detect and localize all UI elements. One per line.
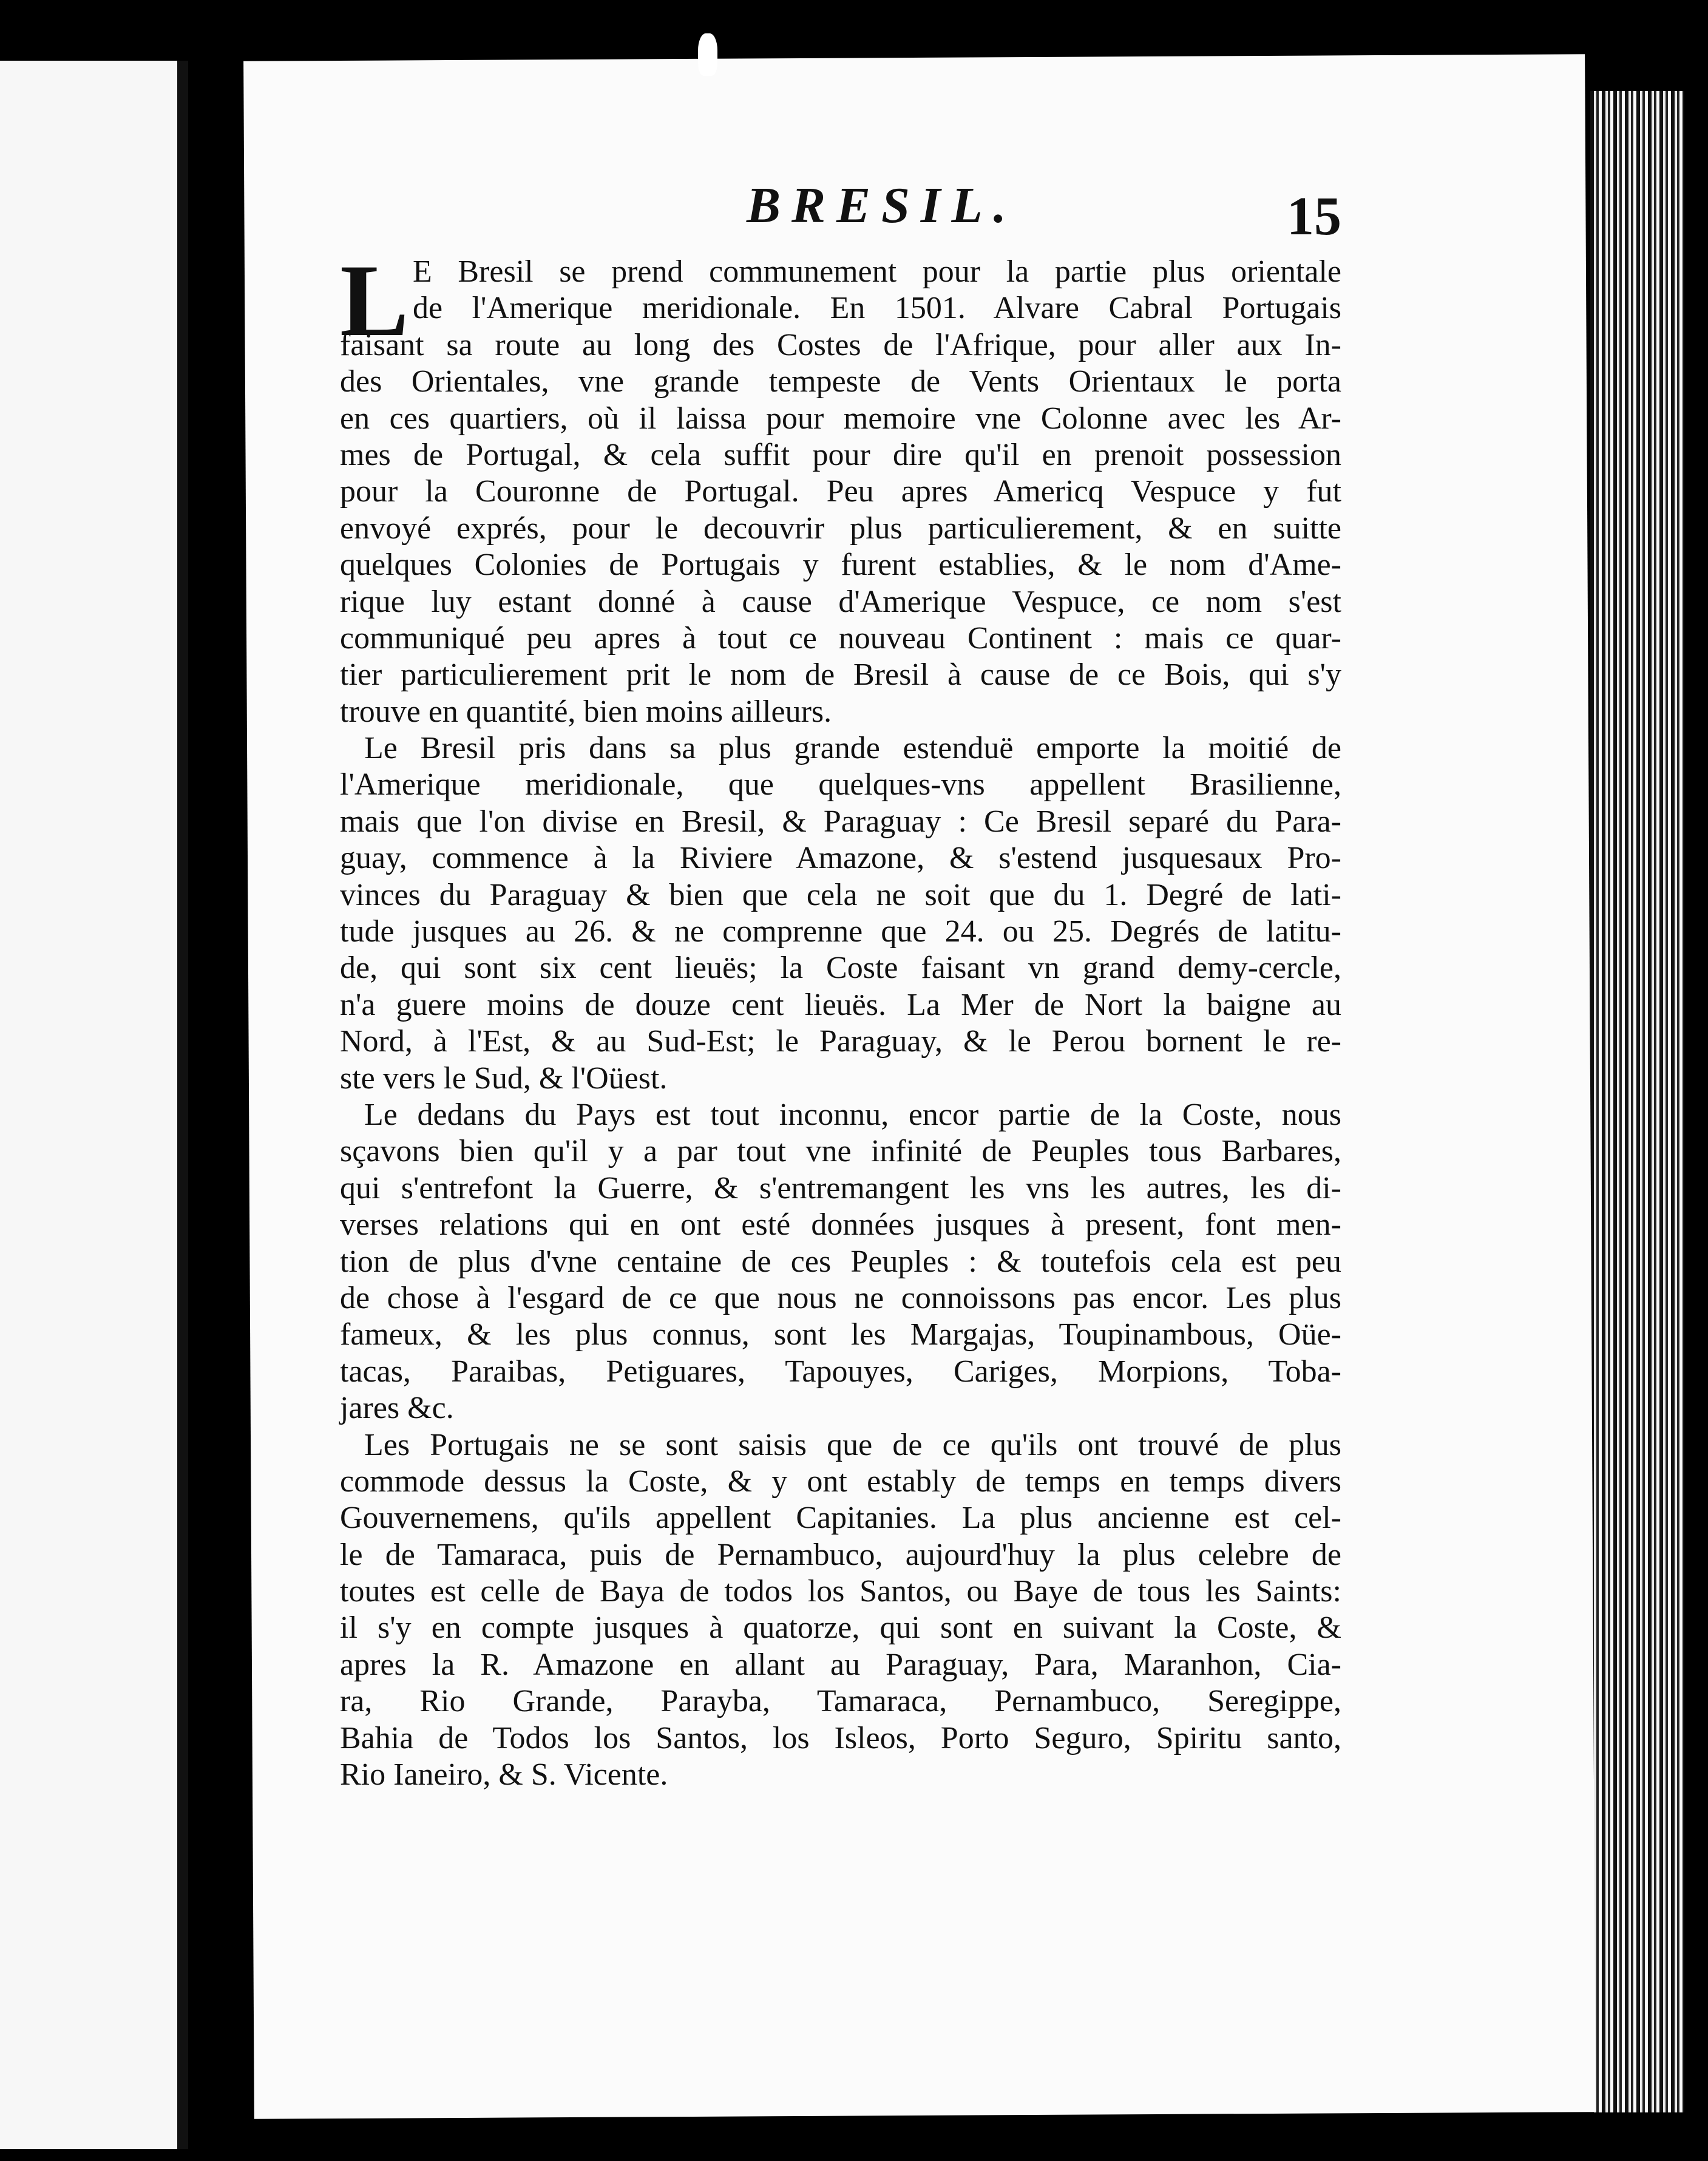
text-line: Gouvernemens, qu'ils appellent Capitanies. La plus ancienne est cel- (340, 1501, 1341, 1536)
text-line: de, qui sont six cent lieuës; la Coste faisant vn grand demy-cercle, (340, 951, 1341, 986)
text-line: ste vers le Sud, & l'Oüest. (340, 1060, 668, 1096)
gutter (177, 61, 188, 2149)
text-line: vinces du Paraguay & bien que cela ne soit que du 1. Degré de lati- (340, 877, 1341, 912)
text-line: apres la R. Amazone en allant au Paraguay, Para, Maranhon, Cia- (340, 1647, 1341, 1682)
text-line: quelques Colonies de Portugais y furent establies, & le nom d'Ame- (340, 548, 1341, 583)
text-line: l'Amerique meridionale, que quelques-vns appellent Brasilienne, (340, 767, 1341, 802)
text-line: pour la Couronne de Portugal. Peu apres Americq Vespuce y fut (340, 474, 1341, 509)
text-line: qui s'entrefont la Guerre, & s'entremangent les vns les autres, les di- (340, 1170, 1341, 1206)
text-line: verses relations qui en ont esté données jusques à present, font men- (340, 1207, 1341, 1243)
text-line: Nord, à l'Est, & au Sud-Est; le Paraguay, & le Perou bornent le re- (340, 1024, 1341, 1059)
text-line: fameux, & les plus connus, sont les Margajas, Toupinambous, Oüe- (340, 1317, 1341, 1352)
text-line: mes de Portugal, & cela suffit pour dire qu'il en prenoit possession (340, 437, 1341, 472)
running-head: BRESIL. (747, 177, 1017, 234)
text-line: Bahia de Todos los Santos, los Isleos, Porto Seguro, Spiritu santo, (340, 1720, 1341, 1756)
text-line: tacas, Paraibas, Petiguares, Tapouyes, Cariges, Morpions, Toba- (340, 1354, 1341, 1389)
text-line: Rio Ianeiro, & S. Vicente. (340, 1757, 668, 1793)
text-line: mais que l'on divise en Bresil, & Paraguay : Ce Bresil separé du Para- (340, 804, 1341, 839)
text-line: tion de plus d'vne centaine de ces Peuples : & toutefois cela est peu (340, 1244, 1341, 1279)
text-line: sçavons bien qu'il y a par tout vne infinité de Peuples tous Barbares, (340, 1134, 1341, 1169)
text-line: Les Portugais ne se sont saisis que de ce qu'ils ont trouvé de plus (364, 1427, 1341, 1462)
text-line: toutes est celle de Baya de todos los Santos, ou Baye de tous les Saints: (340, 1574, 1341, 1609)
left-page (0, 61, 177, 2149)
page-edges (1590, 91, 1684, 2112)
text-line: il s'y en compte jusques à quatorze, qui sont en suivant la Coste, & (340, 1610, 1341, 1646)
text-line: rique luy estant donné à cause d'Amerique Vespuce, ce nom s'est (340, 584, 1341, 619)
text-line: n'a guere moins de douze cent lieuës. La Mer de Nort la baigne au (340, 987, 1341, 1022)
text-line: de l'Amerique meridionale. En 1501. Alvare Cabral Portugais (413, 291, 1341, 326)
text-line: communiqué peu apres à tout ce nouveau Continent : mais ce quar- (340, 620, 1341, 656)
page-number: 15 (1287, 186, 1341, 246)
text-line: tier particulierement prit le nom de Bresil à cause de ce Bois, qui s'y (340, 657, 1341, 693)
text-line: en ces quartiers, où il laissa pour memoire vne Colonne avec les Ar- (340, 401, 1341, 436)
text-line: envoyé exprés, pour le decouvrir plus particulierement, & en suitte (340, 511, 1341, 546)
text-line: trouve en quantité, bien moins ailleurs. (340, 694, 832, 729)
text-line: le de Tamaraca, puis de Pernambuco, aujourd'huy la plus celebre de (340, 1537, 1341, 1572)
text-line: Le Bresil pris dans sa plus grande estenduë emporte la moitié de (364, 731, 1341, 766)
text-line: jares &c. (340, 1391, 454, 1426)
body-text (340, 243, 1341, 1793)
text-line: guay, commence à la Riviere Amazone, & s'estend jusquesaux Pro- (340, 841, 1341, 876)
text-line: de chose à l'esgard de ce que nous ne connoissons pas encor. Les plus (340, 1280, 1341, 1315)
text-line: des Orientales, vne grande tempeste de Vents Orientaux le porta (340, 364, 1341, 399)
text-line: tude jusques au 26. & ne comprenne que 24. ou 25. Degrés de latitu- (340, 914, 1341, 949)
drop-capital: L (340, 243, 409, 358)
text-line: ra, Rio Grande, Parayba, Tamaraca, Pernambuco, Seregippe, (340, 1684, 1341, 1719)
text-line: E Bresil se prend communement pour la partie plus orientale (413, 254, 1341, 289)
pin-mark (698, 33, 717, 76)
text-line: Le dedans du Pays est tout inconnu, encor partie de la Coste, nous (364, 1097, 1341, 1132)
text-line: commode dessus la Coste, & y ont estably de temps en temps divers (340, 1464, 1341, 1499)
text-line: faisant sa route au long des Costes de l'Afrique, pour aller aux In- (340, 327, 1341, 362)
